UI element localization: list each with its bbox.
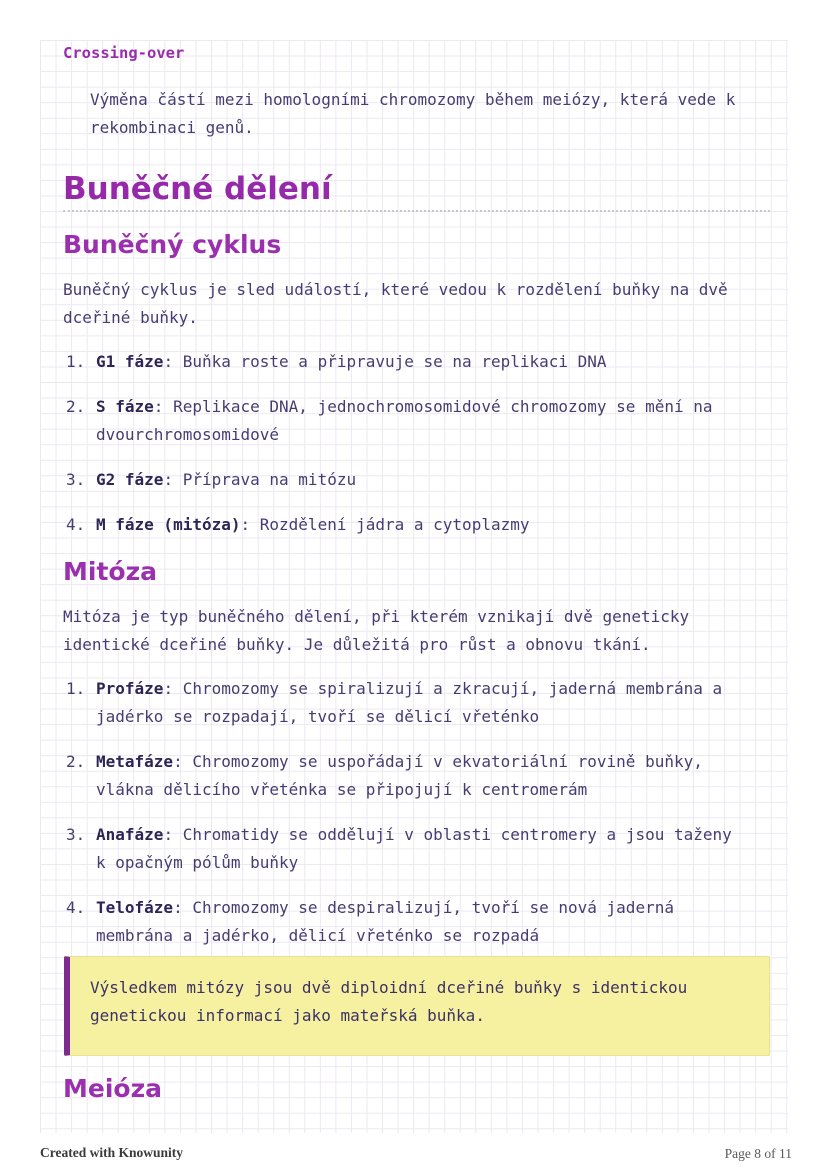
mitosis-list (63, 675, 770, 950)
term-definition (90, 86, 770, 142)
intro-line: dceřiné buňky. (63, 308, 198, 327)
list-marker: 2. (66, 752, 86, 771)
intro-line: Buněčný cyklus je sled událostí, které vedou k rozdělení buňky na dvě (63, 280, 728, 299)
list-item (63, 894, 770, 950)
definition-line: Výměna částí mezi homologními chromozomy během meiózy, která vede k (90, 90, 736, 109)
list-text-continuation: jadérko se rozpadají, tvoří se dělicí vřeténko (96, 707, 540, 726)
list-marker: 4. (66, 515, 86, 534)
list-term: M fáze (mitóza) (96, 515, 241, 534)
section-heading-meiosis: Meióza (63, 1074, 162, 1103)
list-item (63, 821, 770, 877)
definition-line: rekombinaci genů. (90, 118, 254, 137)
list-term: Metafáze (96, 752, 174, 771)
list-item (63, 511, 770, 539)
list-item (63, 466, 770, 494)
grid-paper-background (40, 40, 788, 1133)
list-text: : Chromatidy se oddělují v oblasti centromery a jsou taženy (163, 825, 732, 844)
list-text: : Příprava na mitózu (163, 470, 357, 489)
list-text-continuation: dvourchromosomidové (96, 425, 280, 444)
intro-line: identické dceřiné buňky. Je důležitá pro růst a obnovu tkání. (63, 635, 651, 654)
list-text-continuation: k opačným pólům buňky (96, 853, 299, 872)
list-marker: 3. (66, 470, 86, 489)
list-text: : Rozdělení jádra a cytoplazmy (240, 515, 530, 534)
list-text: : Chromozomy se spiralizují a zkracují, jaderná membrána a (163, 679, 723, 698)
list-marker: 1. (66, 679, 86, 698)
list-text: : Chromozomy se despiralizují, tvoří se nová jaderná (173, 898, 674, 917)
section-intro (63, 276, 770, 332)
highlight-callout-box (64, 956, 770, 1056)
list-text: : Chromozomy se uspořádají v ekvatoriální rovině buňky, (173, 752, 703, 771)
list-marker: 4. (66, 898, 86, 917)
list-term: G1 fáze (96, 352, 164, 371)
list-term: Profáze (96, 679, 164, 698)
list-term: Anafáze (96, 825, 164, 844)
list-text-continuation: membrána a jadérko, dělicí vřeténko se rozpadá (96, 926, 540, 945)
term-heading: Crossing-over (63, 44, 185, 62)
list-marker: 2. (66, 397, 86, 416)
section-heading-mitosis: Mitóza (63, 557, 157, 586)
list-item (63, 348, 770, 376)
page-title: Buněčné dělení (63, 170, 770, 212)
list-term: G2 fáze (96, 470, 164, 489)
list-term: S fáze (96, 397, 154, 416)
callout-line: Výsledkem mitózy jsou dvě diploidní dceřiné buňky s identickou (90, 978, 688, 997)
page-content (40, 40, 788, 1104)
cell-cycle-list (63, 348, 770, 539)
callout-line: genetickou informací jako mateřská buňka. (90, 1006, 485, 1025)
intro-line: Mitóza je typ buněčného dělení, při kterém vznikají dvě geneticky (63, 607, 690, 626)
page-number: Page 8 of 11 (724, 1146, 792, 1161)
list-item (63, 675, 770, 731)
created-with-label: Created with Knowunity (40, 1145, 184, 1160)
list-item (63, 748, 770, 804)
list-text-continuation: vlákna dělicího vřeténka se připojují k centromerám (96, 780, 588, 799)
section-intro (63, 603, 770, 659)
list-text: : Buňka roste a připravuje se na replikaci DNA (163, 352, 607, 371)
list-text: : Replikace DNA, jednochromosomidové chromozomy se mění na (153, 397, 713, 416)
list-term: Telofáze (96, 898, 174, 917)
list-marker: 1. (66, 352, 86, 371)
section-heading-cell-cycle: Buněčný cyklus (63, 230, 282, 259)
list-item (63, 393, 770, 449)
list-marker: 3. (66, 825, 86, 844)
